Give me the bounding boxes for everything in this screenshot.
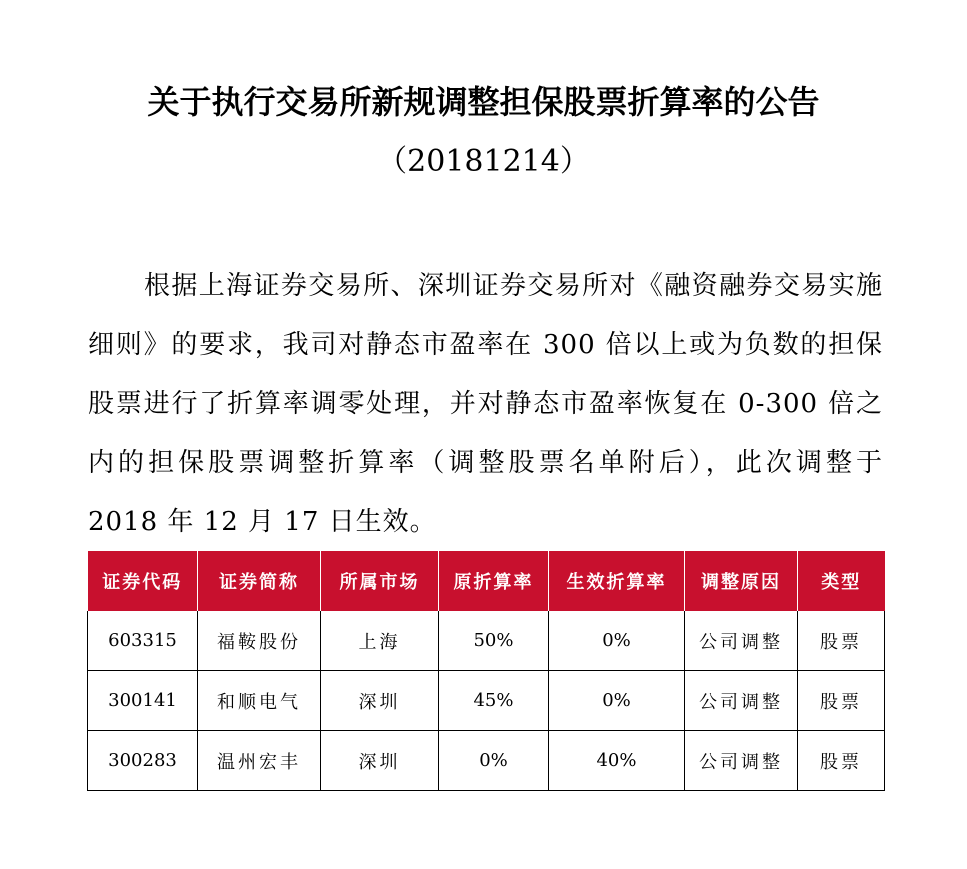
cell-market: 深圳	[321, 671, 439, 731]
cell-security-name: 温州宏丰	[198, 731, 321, 791]
cell-market: 上海	[321, 611, 439, 671]
cell-security-name: 和顺电气	[198, 671, 321, 731]
cell-security-code: 300141	[88, 671, 198, 731]
cell-adjust-reason: 公司调整	[685, 611, 798, 671]
cell-original-rate: 45%	[439, 671, 549, 731]
header-adjust-reason: 调整原因	[685, 551, 798, 611]
header-type: 类型	[798, 551, 885, 611]
table-row	[88, 731, 885, 791]
cell-effective-rate: 0%	[549, 671, 685, 731]
cell-original-rate: 50%	[439, 611, 549, 671]
cell-security-code: 603315	[88, 611, 198, 671]
cell-type: 股票	[798, 671, 885, 731]
cell-effective-rate: 40%	[549, 731, 685, 791]
adjustment-table	[87, 551, 885, 791]
cell-adjust-reason: 公司调整	[685, 671, 798, 731]
header-market: 所属市场	[321, 551, 439, 611]
announcement-paragraph: 根据上海证券交易所、深圳证券交易所对《融资融券交易实施细则》的要求，我司对静态市盈率在 300 倍以上或为负数的担保股票进行了折算率调零处理，并对静态市盈率恢复在 0-300 倍之内的担保股票调整折算率（调整股票名单附后），此次调整于 2018 年 12 月 17 日生效。	[88, 271, 883, 537]
cell-market: 深圳	[321, 731, 439, 791]
header-original-rate: 原折算率	[439, 551, 549, 611]
cell-type: 股票	[798, 731, 885, 791]
cell-adjust-reason: 公司调整	[685, 731, 798, 791]
cell-type: 股票	[798, 611, 885, 671]
announcement-date: （20181214）	[377, 144, 590, 179]
table-row	[88, 671, 885, 731]
table-row	[88, 611, 885, 671]
header-security-code: 证券代码	[88, 551, 198, 611]
header-security-name: 证券简称	[198, 551, 321, 611]
table-header-row	[88, 551, 885, 611]
header-effective-rate: 生效折算率	[549, 551, 685, 611]
cell-original-rate: 0%	[439, 731, 549, 791]
cell-security-code: 300283	[88, 731, 198, 791]
announcement-title: 关于执行交易所新规调整担保股票折算率的公告	[147, 83, 820, 121]
cell-effective-rate: 0%	[549, 611, 685, 671]
cell-security-name: 福鞍股份	[198, 611, 321, 671]
